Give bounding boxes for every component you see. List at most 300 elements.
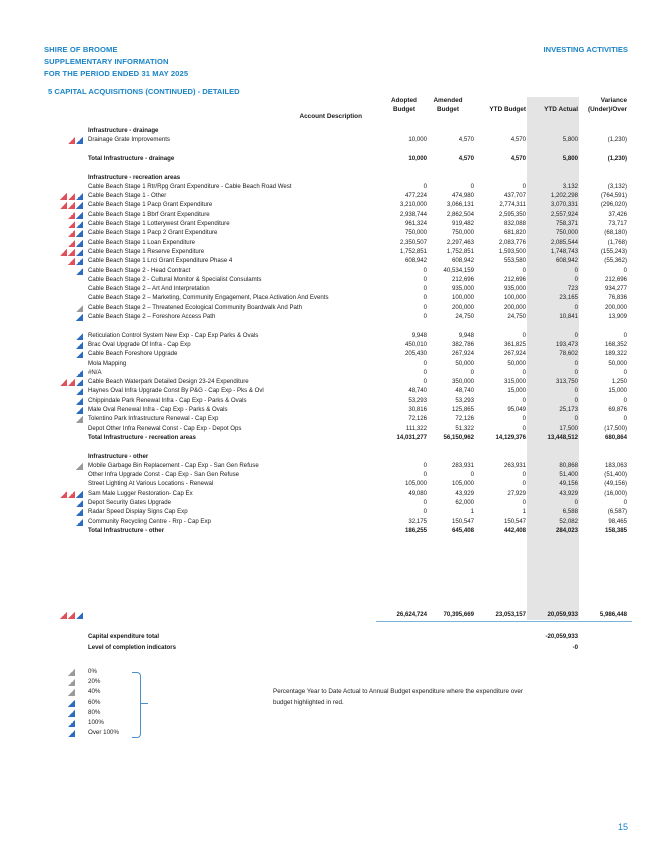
- cell-ytd-actual: 608,942: [555, 257, 578, 265]
- cell-ytd-actual: 1,202,298: [550, 192, 578, 200]
- cell-adopted: 961,324: [404, 220, 427, 227]
- account-description: Cable Beach Waterpark Detailed Design 23-24 Expenditure: [88, 378, 249, 386]
- completion-indicator-icon: [60, 192, 84, 200]
- cell-adopted: 0: [423, 368, 427, 376]
- cell-variance: 168,352: [604, 340, 627, 348]
- completion-indicator-icon: [60, 211, 84, 219]
- cell-variance: 934,277: [604, 285, 627, 293]
- cell-amended: 53,293: [455, 396, 474, 404]
- completion-indicator-icon: [60, 508, 84, 516]
- completion-indicator-icon: [60, 378, 84, 386]
- cell-amended: 283,931: [451, 461, 474, 469]
- legend-item: [0, 718, 200, 728]
- col-header-ytd-budget: YTD Budget: [489, 106, 526, 113]
- cell-amended: 100,000: [451, 294, 474, 302]
- cell-ytd-budget: 0: [522, 182, 526, 190]
- cell-variance: 15,000: [608, 387, 627, 395]
- cell-amended: 382,786: [451, 340, 474, 348]
- completion-indicator-icon: [60, 406, 84, 414]
- cell-ytd-budget: 315,000: [503, 378, 526, 386]
- account-description: Depot Other Infra Renewal Const - Cap Exp - Depot Ops: [88, 424, 242, 432]
- cell-amended: 48,740: [455, 387, 474, 395]
- capex-total-value: -20,059,933: [545, 633, 578, 640]
- account-description: Cable Beach Stage 1 Loan Expenditure: [88, 238, 196, 246]
- cell-variance: (68,180): [604, 229, 627, 237]
- cell-adopted: 2,938,744: [399, 210, 427, 218]
- completion-indicator-icon: [60, 257, 84, 265]
- cell-adopted: 72,126: [408, 415, 427, 423]
- cell-ytd-budget: 553,580: [503, 257, 526, 265]
- cell-ytd-budget: 0: [522, 471, 526, 479]
- cell-ytd-actual: 25,173: [559, 406, 578, 413]
- cell-adopted: 0: [423, 182, 427, 190]
- cell-adopted: 1,752,851: [399, 247, 427, 255]
- cell-amended: 150,547: [451, 517, 474, 525]
- cell-variance: 0: [623, 415, 627, 423]
- completion-indicator-icon: [60, 201, 84, 209]
- cell-adopted: 0: [423, 294, 427, 302]
- cell-ytd-actual: 6,588: [562, 508, 578, 516]
- capex-total-row: [0, 632, 652, 642]
- cell-ytd-actual: 0: [574, 266, 578, 274]
- cell-variance: 98,465: [608, 517, 627, 525]
- cell-amended: 608,942: [451, 257, 474, 265]
- cell-amended: 24,750: [455, 313, 474, 320]
- cell-ytd-budget: 681,820: [503, 229, 526, 237]
- cell-ytd-actual: 758,371: [555, 220, 578, 227]
- account-description: Mola Mapping: [88, 359, 127, 367]
- cell-adopted: 9,948: [411, 331, 427, 339]
- cell-variance: 37,426: [608, 210, 627, 218]
- completion-indicator-icon: [60, 397, 84, 405]
- cell-amended: 1,752,851: [446, 247, 474, 255]
- cell-ytd-actual: 78,602: [559, 350, 578, 358]
- account-description: Cable Beach Stage 1 Lrci Grant Expenditure Phase 4: [88, 257, 233, 265]
- cell-amended: 4,570: [458, 154, 474, 162]
- col-header-amended: Amended Budget: [433, 97, 463, 113]
- cell-adopted: 2,350,507: [399, 238, 427, 246]
- account-description: Male Oval Renewal Infra - Cap Exp - Parks & Ovals: [88, 406, 228, 413]
- grand-total-row: [0, 610, 652, 620]
- indicator-icon: [60, 611, 84, 619]
- cell-ytd-budget: 263,931: [503, 461, 526, 469]
- cell-ytd-budget: 0: [522, 415, 526, 423]
- account-description: Depot Security Gates Upgrade: [88, 499, 171, 506]
- report-category: INVESTING ACTIVITIES: [543, 45, 628, 54]
- cell-ytd-budget: 935,000: [503, 285, 526, 293]
- cell-variance: 0: [623, 368, 627, 376]
- legend-label: 60%: [88, 698, 101, 706]
- cell-ytd-actual: 2,557,924: [550, 210, 578, 218]
- cell-ytd-budget: 0: [522, 480, 526, 488]
- cell-ytd-budget: 0: [522, 499, 526, 506]
- cell-ytd-budget: 4,570: [510, 154, 526, 162]
- completion-indicator-icon: [60, 462, 84, 470]
- account-description: Cable Beach Stage 2 – Art And Interpretation: [88, 285, 210, 293]
- cell-variance: (1,768): [607, 238, 627, 246]
- legend-item: [0, 677, 200, 687]
- cell-amended: 750,000: [451, 229, 474, 237]
- cell-variance: 69,876: [608, 406, 627, 413]
- account-description: Cable Beach Stage 2 – Foreshore Access Path: [88, 313, 216, 320]
- cell-ytd-budget: 0: [522, 331, 526, 339]
- cell-adopted: 608,942: [404, 257, 427, 265]
- completion-indicator-icon: [60, 229, 84, 237]
- completion-indicator-icon: [60, 369, 84, 377]
- cell-ytd-budget: 1,593,500: [498, 247, 526, 255]
- cell-variance: 73,717: [608, 220, 627, 227]
- cell-ytd-actual: 43,929: [559, 489, 578, 497]
- cell-ytd-budget: 832,088: [503, 220, 526, 227]
- cell-ytd-actual: 3,070,331: [550, 201, 578, 209]
- completion-indicator-icon: [52, 668, 68, 676]
- cell-variance: (3,132): [607, 182, 627, 190]
- cell-variance: 76,836: [608, 294, 627, 302]
- cell-amended: 267,924: [451, 350, 474, 358]
- cell-ytd-actual: 0: [574, 387, 578, 395]
- account-description: Tolentino Park Infrastructure Renewal - Cap Exp: [88, 415, 219, 423]
- completion-indicator-icon: [52, 688, 68, 696]
- grand-total-ytd-budget: 23,053,157: [495, 611, 526, 618]
- legend-label: 40%: [88, 688, 101, 696]
- cell-adopted: 53,293: [408, 396, 427, 404]
- cell-amended: 9,948: [458, 331, 474, 339]
- cell-ytd-actual: 723: [567, 285, 578, 293]
- cell-ytd-actual: 5,800: [562, 154, 578, 162]
- cell-amended: 645,408: [451, 526, 474, 534]
- cell-adopted: 450,010: [404, 340, 427, 348]
- org-name: SHIRE OF BROOME: [44, 45, 118, 54]
- cell-adopted: 10,000: [408, 136, 427, 144]
- cell-ytd-budget: 0: [522, 424, 526, 432]
- cell-adopted: 3,210,000: [399, 201, 427, 209]
- report-subtitle: SUPPLEMENTARY INFORMATION: [44, 57, 169, 66]
- account-description: Cable Beach Stage 1 Bbrf Grant Expenditure: [88, 210, 210, 218]
- cell-ytd-actual: 1,748,743: [550, 247, 578, 255]
- cell-ytd-actual: 0: [574, 396, 578, 404]
- account-description: Infrastructure - recreation areas: [88, 173, 181, 181]
- cell-amended: 50,000: [455, 359, 474, 367]
- cell-adopted: 48,740: [408, 387, 427, 395]
- account-description: Street Lighting At Various Locations - Renewal: [88, 480, 214, 488]
- capex-total-label: Capital expenditure total: [88, 633, 160, 640]
- account-description: Drainage Grate Improvements: [88, 136, 170, 144]
- cell-adopted: 111,322: [405, 424, 427, 432]
- account-description: Haynes Oval Infra Upgrade Const By P&G - Cap Exp - Pks & Ovl: [88, 387, 264, 395]
- cell-ytd-budget: 267,924: [503, 350, 526, 358]
- cell-ytd-budget: 2,083,776: [498, 238, 526, 246]
- account-description: Cable Beach Stage 1 Pacp Grant Expenditure: [88, 201, 213, 209]
- account-description: Cable Beach Stage 1 Pacp 2 Grant Expenditure: [88, 229, 218, 237]
- account-description: Community Recycling Centre - Rrp - Cap Exp: [88, 517, 211, 525]
- cell-adopted: 10,000: [408, 154, 427, 162]
- cell-variance: (16,000): [604, 489, 627, 497]
- grand-total-ytd-actual: 20,059,933: [547, 611, 578, 618]
- cell-variance: 0: [623, 499, 627, 506]
- cell-ytd-budget: 212,696: [503, 275, 526, 283]
- account-description: Other Infra Upgrade Const - Cap Exp - San Gen Refuse: [88, 471, 240, 479]
- cell-adopted: 14,031,277: [396, 433, 427, 441]
- cell-amended: 43,929: [455, 489, 474, 497]
- cell-ytd-budget: 100,000: [503, 294, 526, 302]
- cell-amended: 0: [470, 471, 474, 479]
- cell-adopted: 0: [423, 285, 427, 293]
- cell-ytd-actual: 0: [574, 359, 578, 367]
- cell-ytd-actual: 0: [574, 368, 578, 376]
- cell-amended: 350,000: [451, 378, 474, 386]
- cell-adopted: 0: [423, 359, 427, 367]
- account-description: Cable Beach Foreshore Upgrade: [88, 350, 178, 358]
- cell-amended: 4,570: [458, 136, 474, 144]
- legend-note: Percentage Year to Date Actual to Annual Budget expenditure where the expenditure over budget highlighted in red.: [273, 688, 523, 706]
- completion-indicator-icon: [60, 490, 84, 498]
- cell-variance: 13,909: [608, 313, 627, 320]
- completion-indicator-icon: [60, 332, 84, 340]
- cell-variance: 1,250: [611, 378, 627, 386]
- section-title: 5 CAPITAL ACQUISITIONS (CONTINUED) - DETAILED: [48, 87, 240, 96]
- cell-variance: (155,243): [600, 247, 627, 255]
- completion-indicator-icon: [60, 220, 84, 228]
- cell-variance: (1,230): [607, 136, 627, 144]
- cell-adopted: 0: [423, 508, 427, 516]
- cell-variance: (296,020): [600, 201, 627, 209]
- cell-variance: (51,400): [604, 471, 627, 479]
- cell-ytd-budget: 27,929: [507, 489, 526, 497]
- cell-ytd-actual: 284,023: [555, 526, 578, 534]
- completion-indicator-row: [0, 643, 652, 653]
- account-description: Cable Beach Stage 1 Reserve Expenditure: [88, 247, 205, 255]
- legend-label: 20%: [88, 678, 101, 686]
- cell-adopted: 30,816: [408, 406, 427, 413]
- account-description: Sam Male Lugger Restoration- Cap Ex: [88, 489, 193, 497]
- grand-total-amended: 70,395,669: [443, 611, 474, 618]
- cell-ytd-budget: 24,750: [507, 313, 526, 320]
- cell-ytd-budget: 437,707: [503, 192, 526, 200]
- cell-amended: 72,126: [455, 415, 474, 423]
- report-period: FOR THE PERIOD ENDED 31 MAY 2025: [44, 69, 189, 78]
- cell-ytd-budget: 15,000: [507, 387, 526, 395]
- cell-amended: 474,980: [451, 192, 474, 200]
- account-description: #N/A: [88, 368, 102, 376]
- cell-variance: 50,000: [608, 359, 627, 367]
- legend-bracket-tip: [140, 703, 148, 704]
- completion-indicator-icon: [60, 415, 84, 423]
- legend-label: 80%: [88, 708, 101, 716]
- account-description: Cable Beach Stage 2 - Cultural Monitor & Specialist Consulamts: [88, 275, 262, 283]
- account-description: Infrastructure - drainage: [88, 127, 159, 134]
- col-header-ytd-actual: YTD Actual: [544, 106, 578, 113]
- completion-indicator-icon: [60, 136, 84, 144]
- cell-variance: 183,063: [604, 461, 627, 469]
- completion-indicator-icon: [60, 387, 84, 395]
- cell-adopted: 0: [423, 303, 427, 311]
- grand-total-rule: [376, 621, 632, 622]
- legend-bracket: [132, 672, 141, 738]
- completion-indicator-icon: [60, 341, 84, 349]
- legend-item: [0, 687, 200, 697]
- account-description: Total Infrastructure - other: [88, 526, 165, 534]
- cell-amended: 200,000: [451, 303, 474, 311]
- cell-ytd-budget: 150,547: [503, 517, 526, 525]
- grand-total-variance: 5,986,448: [599, 611, 627, 618]
- cell-ytd-actual: 193,473: [555, 340, 578, 348]
- cell-ytd-budget: 361,825: [503, 340, 526, 348]
- cell-amended: 105,000: [451, 480, 474, 488]
- table-subtotal-row: [0, 526, 652, 536]
- account-description: Infrastructure - other: [88, 452, 149, 460]
- cell-adopted: 32,175: [408, 517, 427, 525]
- cell-variance: (6,587): [607, 508, 627, 516]
- cell-variance: (49,156): [604, 480, 627, 488]
- account-description: Total Infrastructure - recreation areas: [88, 433, 196, 441]
- account-description: Cable Beach Stage 1 Rtr/Rpg Grant Expenditure - Cable Beach Road West: [88, 182, 292, 190]
- cell-variance: (1,230): [607, 154, 627, 162]
- col-header-adopted: Adopted Budget: [391, 97, 417, 113]
- cell-variance: 0: [623, 396, 627, 404]
- cell-amended: 51,322: [455, 424, 474, 432]
- cell-ytd-budget: 0: [522, 368, 526, 376]
- cell-variance: (55,362): [604, 257, 627, 265]
- completion-indicator-icon: [60, 304, 84, 312]
- cell-adopted: 0: [423, 499, 427, 506]
- cell-ytd-budget: 14,129,376: [495, 433, 526, 441]
- cell-ytd-actual: 0: [574, 275, 578, 283]
- cell-amended: 3,066,131: [446, 201, 474, 209]
- cell-amended: 56,150,962: [443, 433, 474, 441]
- cell-amended: 919,482: [451, 220, 474, 227]
- cell-amended: 1: [470, 508, 474, 516]
- cell-ytd-budget: 0: [522, 396, 526, 404]
- completion-indicator-icon: [60, 239, 84, 247]
- cell-ytd-actual: 0: [574, 303, 578, 311]
- cell-ytd-actual: 52,082: [559, 517, 578, 525]
- cell-ytd-actual: 0: [574, 499, 578, 506]
- cell-adopted: 105,000: [404, 480, 427, 488]
- account-description: Cable Beach Stage 2 - Head Contract: [88, 266, 191, 274]
- cell-variance: 158,385: [604, 526, 627, 534]
- completion-indicator-icon: [60, 313, 84, 321]
- cell-variance: 0: [623, 331, 627, 339]
- account-description: Mobile Garbage Bin Replacement - Cap Exp - San Gen Refuse: [88, 461, 259, 469]
- cell-variance: 200,000: [604, 303, 627, 311]
- completion-indicator-icon: [60, 350, 84, 358]
- cell-adopted: 477,224: [404, 192, 427, 200]
- account-description: Chippindale Park Renewal Infra - Cap Exp - Parks & Ovals: [88, 396, 247, 404]
- legend-label: 0%: [88, 668, 97, 675]
- legend-item: [0, 728, 200, 738]
- cell-amended: 0: [470, 182, 474, 190]
- cell-ytd-actual: 2,085,544: [550, 238, 578, 246]
- cell-adopted: 0: [423, 266, 427, 274]
- cell-amended: 212,696: [451, 275, 474, 283]
- cell-ytd-actual: 0: [574, 415, 578, 423]
- cell-ytd-actual: 13,448,512: [547, 433, 578, 441]
- cell-ytd-actual: 313,750: [555, 378, 578, 386]
- cell-variance: (17,500): [604, 424, 627, 432]
- col-header-description: Account Description: [299, 113, 362, 120]
- cell-ytd-budget: 2,595,350: [498, 210, 526, 218]
- legend-item: [0, 698, 200, 708]
- cell-ytd-actual: 51,400: [559, 471, 578, 479]
- account-description: Cable Beach Stage 1 Lotterywest Grant Expenditure: [88, 220, 230, 227]
- completion-indicator-icon: [52, 719, 68, 727]
- legend-label: 100%: [88, 719, 104, 726]
- completion-indicator-icon: [60, 518, 84, 526]
- cell-amended: 125,865: [451, 406, 474, 413]
- cell-ytd-budget: 2,774,311: [499, 201, 526, 209]
- cell-amended: 2,862,504: [446, 210, 474, 218]
- account-description: Brac Oval Upgrade Of Infra - Cap Exp: [88, 340, 191, 348]
- cell-ytd-actual: 17,500: [559, 424, 578, 432]
- grand-total-adopted: 26,624,724: [396, 611, 427, 618]
- cell-amended: 0: [470, 368, 474, 376]
- cell-adopted: 205,430: [404, 350, 427, 358]
- legend-item: [0, 667, 200, 677]
- cell-ytd-actual: 750,000: [555, 229, 578, 237]
- cell-ytd-budget: 1: [522, 508, 526, 516]
- account-description: Total Infrastructure - drainage: [88, 154, 175, 162]
- completion-indicator-icon: [60, 499, 84, 507]
- cell-amended: 40,534,159: [443, 266, 474, 274]
- legend-item: [0, 708, 200, 718]
- cell-adopted: 186,255: [404, 526, 427, 534]
- cell-ytd-budget: 200,000: [503, 303, 526, 311]
- page-number: 15: [617, 822, 628, 832]
- cell-variance: (764,591): [600, 192, 627, 200]
- completion-indicator-icon: [60, 267, 84, 275]
- cell-variance: 680,864: [604, 433, 627, 441]
- cell-adopted: 0: [423, 461, 427, 469]
- legend-label: Over 100%: [88, 729, 119, 737]
- account-description: Cable Beach Stage 1 - Other: [88, 192, 167, 200]
- cell-ytd-actual: 0: [574, 331, 578, 339]
- cell-ytd-actual: 23,165: [559, 294, 578, 302]
- account-description: Reticulation Control System New Exp - Cap Exp Parks & Ovals: [88, 331, 259, 339]
- cell-ytd-actual: 80,868: [559, 461, 578, 469]
- cell-variance: 0: [623, 266, 627, 274]
- cell-ytd-budget: 0: [522, 266, 526, 274]
- cell-ytd-budget: 442,408: [503, 526, 526, 534]
- account-description: Radar Speed Display Signs Cap Exp: [88, 508, 188, 516]
- cell-ytd-budget: 95,049: [507, 406, 526, 413]
- completion-indicator-value: -0: [572, 644, 578, 651]
- completion-indicator-label: Level of completion indicators: [88, 644, 177, 651]
- cell-amended: 2,297,463: [446, 238, 474, 246]
- account-description: Cable Beach Stage 2 – Marketing, Community Engagement, Place Activation And Events: [88, 294, 329, 302]
- cell-variance: 189,322: [604, 350, 627, 358]
- account-description: Cable Beach Stage 2 – Threatened Ecological Community Boardwalk And Path: [88, 303, 302, 311]
- completion-indicator-icon: [52, 709, 68, 717]
- cell-ytd-budget: 4,570: [510, 136, 526, 144]
- completion-indicator-icon: [60, 248, 84, 256]
- cell-ytd-actual: 49,156: [559, 480, 578, 488]
- cell-variance: 212,696: [604, 275, 627, 283]
- cell-amended: 62,000: [455, 499, 474, 506]
- cell-ytd-actual: 10,841: [559, 313, 578, 320]
- cell-ytd-budget: 50,000: [507, 359, 526, 367]
- cell-adopted: 0: [423, 471, 427, 479]
- cell-ytd-actual: 5,800: [562, 136, 578, 144]
- cell-adopted: 0: [423, 313, 427, 320]
- cell-adopted: 750,000: [404, 229, 427, 237]
- cell-ytd-actual: 3,132: [562, 182, 578, 190]
- cell-adopted: 49,080: [408, 489, 427, 497]
- cell-adopted: 0: [423, 378, 427, 386]
- completion-indicator-icon: [52, 729, 68, 737]
- completion-indicator-icon: [52, 699, 68, 707]
- cell-adopted: 0: [423, 275, 427, 283]
- col-header-variance: Variance (Under)/Over: [587, 97, 627, 113]
